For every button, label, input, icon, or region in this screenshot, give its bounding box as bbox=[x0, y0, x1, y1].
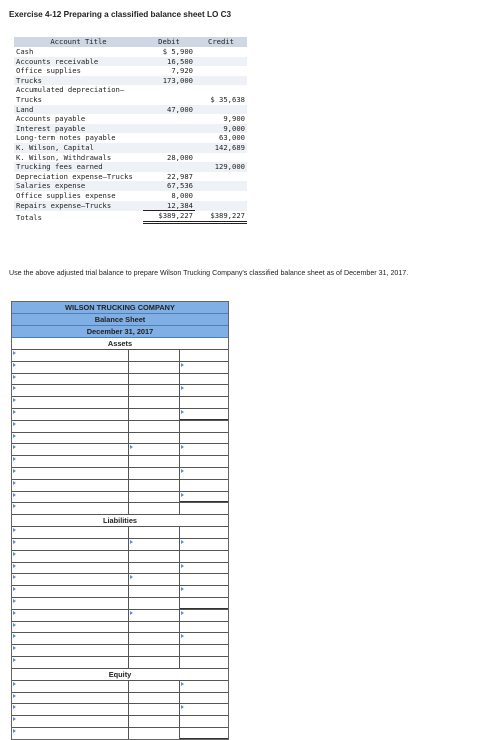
amount-input[interactable] bbox=[129, 362, 180, 373]
debit-cell: 8,000 bbox=[171, 190, 193, 200]
debit-cell: $ 5,900 bbox=[162, 47, 193, 56]
trial-balance-table bbox=[14, 37, 247, 224]
account-input[interactable] bbox=[12, 480, 129, 491]
balance-sheet-entry-row bbox=[12, 632, 228, 644]
total-input[interactable] bbox=[180, 704, 228, 715]
statement-name: Balance Sheet bbox=[12, 314, 228, 326]
credit-cell bbox=[195, 181, 247, 191]
account-input[interactable] bbox=[12, 551, 129, 562]
amount-input[interactable] bbox=[129, 503, 180, 514]
account-cell: Accounts payable bbox=[16, 114, 86, 124]
debit-cell: 16,500 bbox=[143, 57, 195, 67]
balance-sheet-entry-row bbox=[12, 408, 228, 420]
total-input[interactable] bbox=[180, 468, 228, 479]
account-input[interactable] bbox=[12, 409, 129, 420]
dropdown-marker-icon bbox=[13, 422, 16, 426]
account-input[interactable] bbox=[12, 574, 129, 585]
debit-cell bbox=[143, 143, 195, 153]
col-credit: Credit bbox=[195, 37, 247, 47]
total-input[interactable] bbox=[180, 574, 228, 585]
account-cell: Office supplies expense bbox=[16, 190, 116, 200]
dropdown-marker-icon bbox=[130, 540, 133, 544]
account-input[interactable] bbox=[12, 468, 129, 479]
trial-balance-row bbox=[14, 191, 247, 201]
dropdown-marker-icon bbox=[13, 575, 16, 579]
amount-input[interactable] bbox=[129, 397, 180, 408]
account-input[interactable] bbox=[12, 433, 129, 444]
account-cell: K. Wilson, Capital bbox=[14, 143, 143, 153]
trial-balance-row bbox=[14, 181, 247, 191]
balance-sheet-entry-row bbox=[12, 467, 228, 479]
trial-balance-row bbox=[14, 211, 247, 223]
balance-sheet-entry-row bbox=[12, 597, 228, 609]
amount-input[interactable] bbox=[129, 563, 180, 574]
account-input[interactable] bbox=[12, 527, 129, 538]
trial-balance-row bbox=[14, 133, 247, 143]
account-input[interactable] bbox=[12, 598, 129, 609]
amount-input[interactable] bbox=[129, 704, 180, 715]
col-debit: Debit bbox=[143, 37, 195, 47]
dropdown-marker-icon bbox=[13, 363, 16, 367]
total-input[interactable] bbox=[180, 421, 228, 432]
balance-sheet-entry-row bbox=[12, 550, 228, 562]
amount-input[interactable] bbox=[129, 657, 180, 668]
instructions-text: Use the above adjusted trial balance to prepare Wilson Trucking Company's classified balance sheet as of December 31, 2017. bbox=[9, 269, 409, 277]
dropdown-marker-icon bbox=[13, 646, 16, 650]
dropdown-marker-icon bbox=[13, 682, 16, 686]
balance-sheet-entry-row bbox=[12, 703, 228, 715]
total-input[interactable] bbox=[180, 657, 228, 668]
credit-cell: 142,689 bbox=[195, 143, 247, 153]
dropdown-marker-icon bbox=[13, 445, 16, 449]
dropdown-marker-icon bbox=[13, 611, 16, 615]
total-input[interactable] bbox=[180, 645, 228, 656]
account-input[interactable] bbox=[12, 610, 129, 621]
account-input[interactable] bbox=[12, 563, 129, 574]
account-input[interactable] bbox=[12, 385, 129, 396]
debit-cell: 47,000 bbox=[143, 105, 195, 115]
assets-heading: Assets bbox=[107, 339, 133, 348]
balance-sheet-entry-row bbox=[12, 420, 228, 432]
total-input[interactable] bbox=[180, 598, 228, 609]
dropdown-marker-icon bbox=[181, 469, 184, 473]
trial-balance-row bbox=[14, 162, 247, 172]
dropdown-marker-icon bbox=[13, 717, 16, 721]
trial-balance-row bbox=[14, 124, 247, 134]
dropdown-marker-icon bbox=[13, 729, 16, 733]
total-input[interactable] bbox=[180, 622, 228, 633]
account-input[interactable] bbox=[12, 622, 129, 633]
amount-input[interactable] bbox=[129, 539, 180, 550]
account-input[interactable] bbox=[12, 728, 129, 739]
dropdown-marker-icon bbox=[13, 469, 16, 473]
total-input[interactable] bbox=[180, 492, 228, 503]
debit-cell bbox=[143, 133, 195, 143]
credit-cell bbox=[195, 191, 247, 201]
balance-sheet-entry-row bbox=[12, 621, 228, 633]
account-cell: Interest payable bbox=[14, 124, 143, 134]
dropdown-marker-icon bbox=[13, 599, 16, 603]
trial-balance-row bbox=[14, 105, 247, 115]
balance-sheet-entry-row bbox=[12, 538, 228, 550]
amount-input[interactable] bbox=[129, 527, 180, 538]
total-input[interactable] bbox=[180, 693, 228, 704]
debit-cell bbox=[143, 114, 195, 124]
exercise-title: Exercise 4-12 Preparing a classified balance sheet LO C3 bbox=[9, 10, 232, 19]
balance-sheet-entry-row bbox=[12, 349, 228, 361]
credit-cell: $389,227 bbox=[195, 211, 247, 223]
balance-sheet-entry-row bbox=[12, 479, 228, 491]
credit-cell: 129,000 bbox=[195, 162, 247, 172]
total-input[interactable] bbox=[180, 409, 228, 420]
account-input[interactable] bbox=[12, 492, 129, 503]
debit-cell: $389,227 bbox=[143, 211, 195, 223]
amount-input[interactable] bbox=[129, 444, 180, 455]
amount-input[interactable] bbox=[129, 728, 180, 739]
balance-sheet-entry-row bbox=[12, 727, 228, 739]
total-input[interactable] bbox=[180, 362, 228, 373]
total-input[interactable] bbox=[180, 350, 228, 361]
dropdown-marker-icon bbox=[130, 445, 133, 449]
company-name: WILSON TRUCKING COMPANY bbox=[12, 302, 228, 314]
account-cell: Trucking fees earned bbox=[14, 162, 143, 172]
account-input[interactable] bbox=[12, 539, 129, 550]
credit-cell bbox=[195, 153, 247, 163]
amount-input[interactable] bbox=[129, 421, 180, 432]
amount-input[interactable] bbox=[129, 633, 180, 644]
dropdown-marker-icon bbox=[130, 611, 133, 615]
account-cell: Depreciation expense—Trucks bbox=[16, 171, 133, 181]
dropdown-marker-icon bbox=[13, 634, 16, 638]
total-input[interactable] bbox=[180, 503, 228, 514]
balance-sheet-entry-row bbox=[12, 715, 228, 727]
trial-balance-row bbox=[14, 143, 247, 153]
dropdown-marker-icon bbox=[181, 611, 184, 615]
total-input[interactable] bbox=[180, 610, 228, 621]
dropdown-marker-icon bbox=[13, 564, 16, 568]
balance-sheet-entry-row bbox=[12, 455, 228, 467]
dropdown-marker-icon bbox=[181, 634, 184, 638]
account-input[interactable] bbox=[12, 444, 129, 455]
account-cell: Cash bbox=[16, 47, 34, 56]
balance-sheet-entry-row bbox=[12, 692, 228, 704]
amount-input[interactable] bbox=[129, 350, 180, 361]
amount-input[interactable] bbox=[129, 409, 180, 420]
dropdown-marker-icon bbox=[181, 445, 184, 449]
debit-cell: 67,536 bbox=[143, 181, 195, 191]
total-input[interactable] bbox=[180, 633, 228, 644]
amount-input[interactable] bbox=[129, 492, 180, 503]
dropdown-marker-icon bbox=[13, 386, 16, 390]
dropdown-marker-icon bbox=[130, 575, 133, 579]
debit-cell: 12,384 bbox=[143, 201, 195, 211]
trial-balance-row bbox=[14, 172, 247, 182]
credit-cell bbox=[195, 57, 247, 67]
total-input[interactable] bbox=[180, 681, 228, 692]
dropdown-marker-icon bbox=[13, 504, 16, 508]
account-cell: Salaries expense bbox=[14, 181, 143, 191]
credit-cell: 9,900 bbox=[223, 114, 245, 124]
dropdown-marker-icon bbox=[13, 351, 16, 355]
amount-input[interactable] bbox=[129, 645, 180, 656]
account-cell: K. Wilson, Withdrawals bbox=[16, 152, 112, 162]
debit-cell: 22,987 bbox=[167, 171, 193, 181]
dropdown-marker-icon bbox=[13, 705, 16, 709]
debit-cell: 28,000 bbox=[167, 152, 193, 162]
balance-sheet-entry-row bbox=[12, 384, 228, 396]
amount-input[interactable] bbox=[129, 622, 180, 633]
dropdown-marker-icon bbox=[13, 375, 16, 379]
account-input[interactable] bbox=[12, 657, 129, 668]
total-input[interactable] bbox=[180, 551, 228, 562]
dropdown-marker-icon bbox=[13, 694, 16, 698]
credit-cell bbox=[195, 76, 247, 86]
statement-date: December 31, 2017 bbox=[12, 326, 228, 338]
amount-input[interactable] bbox=[129, 681, 180, 692]
col-account-title: Account Title bbox=[14, 37, 143, 47]
dropdown-marker-icon bbox=[13, 540, 16, 544]
account-input[interactable] bbox=[12, 645, 129, 656]
balance-sheet-entry-row bbox=[12, 443, 228, 455]
account-input[interactable] bbox=[12, 350, 129, 361]
dropdown-marker-icon bbox=[13, 623, 16, 627]
amount-input[interactable] bbox=[129, 551, 180, 562]
total-input[interactable] bbox=[180, 374, 228, 385]
dropdown-marker-icon bbox=[13, 434, 16, 438]
amount-input[interactable] bbox=[129, 598, 180, 609]
credit-cell bbox=[195, 201, 247, 211]
amount-input[interactable] bbox=[129, 456, 180, 467]
account-cell: Land bbox=[14, 105, 143, 115]
dropdown-marker-icon bbox=[13, 410, 16, 414]
account-cell: Accounts receivable bbox=[14, 57, 143, 67]
trial-balance-row bbox=[14, 76, 247, 86]
dropdown-marker-icon bbox=[181, 493, 184, 497]
balance-sheet-entry-row bbox=[12, 562, 228, 574]
account-cell: Office supplies bbox=[16, 66, 81, 76]
trial-balance-row bbox=[14, 85, 247, 104]
balance-sheet-form bbox=[11, 301, 229, 740]
account-input[interactable] bbox=[12, 374, 129, 385]
total-input[interactable] bbox=[180, 539, 228, 550]
account-input[interactable] bbox=[12, 681, 129, 692]
credit-cell bbox=[195, 47, 247, 57]
balance-sheet-entry-row bbox=[12, 644, 228, 656]
dropdown-marker-icon bbox=[13, 528, 16, 532]
debit-cell bbox=[143, 124, 195, 134]
trial-balance-row bbox=[14, 47, 247, 57]
trial-balance-row bbox=[14, 153, 247, 163]
credit-cell bbox=[195, 105, 247, 115]
credit-cell: 63,000 bbox=[219, 133, 245, 143]
dropdown-marker-icon bbox=[13, 481, 16, 485]
account-cell: Long-term notes payable bbox=[16, 133, 116, 143]
credit-cell: 9,000 bbox=[195, 124, 247, 134]
total-input[interactable] bbox=[180, 480, 228, 491]
dropdown-marker-icon bbox=[181, 587, 184, 591]
dropdown-marker-icon bbox=[181, 540, 184, 544]
balance-sheet-entry-row bbox=[12, 573, 228, 585]
total-input[interactable] bbox=[180, 586, 228, 597]
dropdown-marker-icon bbox=[13, 587, 16, 591]
account-input[interactable] bbox=[12, 586, 129, 597]
trial-balance-row bbox=[14, 57, 247, 67]
balance-sheet-entry-row bbox=[12, 609, 228, 621]
amount-input[interactable] bbox=[129, 468, 180, 479]
dropdown-marker-icon bbox=[181, 564, 184, 568]
account-input[interactable] bbox=[12, 456, 129, 467]
balance-sheet-header bbox=[12, 302, 228, 338]
total-input[interactable] bbox=[180, 563, 228, 574]
balance-sheet-entry-row bbox=[12, 656, 228, 668]
trial-balance-row bbox=[14, 114, 247, 124]
amount-input[interactable] bbox=[129, 374, 180, 385]
balance-sheet-entry-row bbox=[12, 526, 228, 538]
balance-sheet-entry-row bbox=[12, 585, 228, 597]
account-input[interactable] bbox=[12, 421, 129, 432]
dropdown-marker-icon bbox=[181, 363, 184, 367]
balance-sheet-entry-row bbox=[12, 396, 228, 408]
balance-sheet-entry-row bbox=[12, 680, 228, 692]
dropdown-marker-icon bbox=[13, 552, 16, 556]
account-cell: Totals bbox=[16, 212, 42, 222]
dropdown-marker-icon bbox=[181, 386, 184, 390]
account-input[interactable] bbox=[12, 693, 129, 704]
amount-input[interactable] bbox=[129, 433, 180, 444]
balance-sheet-entry-row bbox=[12, 361, 228, 373]
equity-heading: Equity bbox=[12, 668, 228, 680]
balance-sheet-entry-row bbox=[12, 502, 228, 514]
dropdown-marker-icon bbox=[13, 398, 16, 402]
dropdown-marker-icon bbox=[13, 457, 16, 461]
total-input[interactable] bbox=[180, 456, 228, 467]
account-cell: Repairs expense—Trucks bbox=[14, 201, 143, 211]
dropdown-marker-icon bbox=[181, 410, 184, 414]
amount-input[interactable] bbox=[129, 574, 180, 585]
debit-cell: 7,920 bbox=[171, 66, 193, 76]
total-input[interactable] bbox=[180, 527, 228, 538]
total-input[interactable] bbox=[180, 444, 228, 455]
account-input[interactable] bbox=[12, 503, 129, 514]
total-input[interactable] bbox=[180, 385, 228, 396]
debit-cell: 173,000 bbox=[143, 76, 195, 86]
total-input[interactable] bbox=[180, 433, 228, 444]
balance-sheet-entry-row bbox=[12, 373, 228, 385]
amount-input[interactable] bbox=[129, 480, 180, 491]
liabilities-heading: Liabilities bbox=[12, 514, 228, 526]
trial-balance-row bbox=[14, 201, 247, 211]
dropdown-marker-icon bbox=[13, 493, 16, 497]
account-input[interactable] bbox=[12, 362, 129, 373]
debit-cell bbox=[143, 85, 195, 104]
amount-input[interactable] bbox=[129, 693, 180, 704]
total-input[interactable] bbox=[180, 728, 228, 739]
amount-input[interactable] bbox=[129, 586, 180, 597]
account-input[interactable] bbox=[12, 633, 129, 644]
dropdown-marker-icon bbox=[181, 682, 184, 686]
credit-cell: $ 35,638 bbox=[210, 94, 245, 104]
dropdown-marker-icon bbox=[181, 705, 184, 709]
credit-cell bbox=[195, 66, 247, 76]
balance-sheet-entry-row bbox=[12, 491, 228, 503]
debit-cell bbox=[143, 162, 195, 172]
amount-input[interactable] bbox=[129, 610, 180, 621]
trial-balance-row bbox=[14, 66, 247, 76]
account-cell: Trucks bbox=[14, 76, 143, 86]
account-input[interactable] bbox=[12, 704, 129, 715]
account-input[interactable] bbox=[12, 397, 129, 408]
account-cell: Accumulated depreciation—Trucks bbox=[16, 85, 125, 104]
credit-cell bbox=[195, 172, 247, 182]
dropdown-marker-icon bbox=[13, 658, 16, 662]
balance-sheet-entry-row bbox=[12, 432, 228, 444]
amount-input[interactable] bbox=[129, 385, 180, 396]
total-input[interactable] bbox=[180, 397, 228, 408]
